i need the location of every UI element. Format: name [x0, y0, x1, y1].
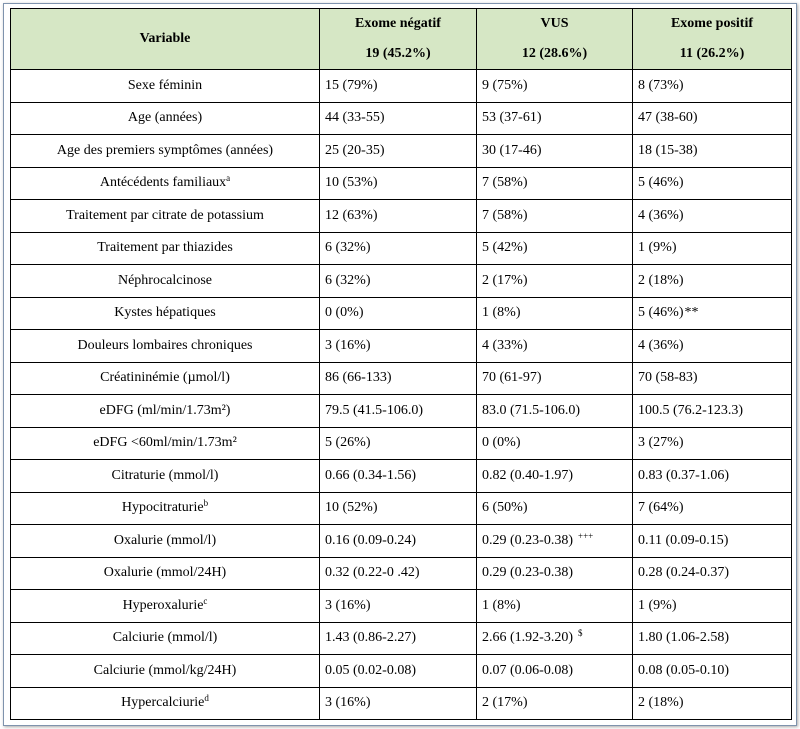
value-negative: 12 (63%) [325, 207, 378, 223]
value-positive-cell [633, 687, 792, 720]
value-positive-cell [633, 135, 792, 168]
value-positive: 4 (36%) [638, 207, 684, 223]
value-vus: 0.29 (0.23-0.38) [482, 565, 573, 581]
value-positive-cell [633, 70, 792, 103]
table-row [11, 460, 792, 493]
value-vus: 70 (61-97) [482, 370, 542, 386]
value-vus: 0.82 (0.40-1.97) [482, 467, 573, 483]
value-positive-cell [633, 102, 792, 135]
value-negative: 15 (79%) [325, 77, 378, 93]
value-vus-cell [477, 460, 633, 493]
value-negative: 6 (32%) [325, 272, 371, 288]
row-label-cell [11, 265, 320, 298]
value-vus-cell [477, 362, 633, 395]
variable-label: Age (années) [127, 110, 203, 126]
table-row [11, 362, 792, 395]
value-positive: 1 (9%) [638, 597, 677, 613]
variable-label: Calciurie (mmol/kg/24H) [93, 662, 237, 678]
row-label-cell [11, 557, 320, 590]
value-negative-cell [320, 460, 477, 493]
header-variable: Variable [11, 9, 320, 70]
value-negative: 6 (32%) [325, 240, 371, 256]
table-row [11, 687, 792, 720]
row-label-cell [11, 102, 320, 135]
value-vus-cell [477, 687, 633, 720]
group-count: 12 (28.6%) [521, 46, 588, 61]
variable-label: Age des premiers symptômes (années) [56, 142, 274, 158]
footnote-marker: a [226, 173, 231, 184]
value-positive-cell [633, 655, 792, 688]
value-positive: 70 (58-83) [638, 370, 698, 386]
value-positive: 0.11 (0.09-0.15) [638, 532, 729, 548]
row-label-cell [11, 427, 320, 460]
significance-marker: +++ [578, 530, 594, 541]
value-positive: 18 (15-38) [638, 142, 698, 158]
value-vus-cell [477, 395, 633, 428]
row-label-cell [11, 330, 320, 363]
value-negative-cell [320, 492, 477, 525]
value-positive: 0.08 (0.05-0.10) [638, 662, 729, 678]
value-vus: 6 (50%) [482, 500, 528, 516]
value-negative-cell [320, 395, 477, 428]
value-vus: 53 (37-61) [482, 110, 542, 126]
variable-label: Kystes hépatiques [114, 305, 216, 321]
variable-label: Douleurs lombaires chroniques [77, 337, 253, 353]
value-negative: 3 (16%) [325, 337, 371, 353]
value-negative: 5 (26%) [325, 435, 371, 451]
value-negative-cell [320, 362, 477, 395]
table-row [11, 395, 792, 428]
table-row [11, 265, 792, 298]
table-row [11, 297, 792, 330]
value-vus-cell [477, 70, 633, 103]
table-body [11, 70, 792, 720]
variable-label: Hypocitraturie [121, 500, 204, 516]
row-label-cell [11, 622, 320, 655]
value-negative: 86 (66-133) [325, 370, 392, 386]
variable-label: Calciurie (mmol/l) [112, 630, 218, 646]
value-negative-cell [320, 687, 477, 720]
table-row [11, 330, 792, 363]
value-vus: 0.29 (0.23-0.38) [482, 532, 573, 548]
value-vus-cell [477, 232, 633, 265]
value-positive-cell [633, 427, 792, 460]
value-vus-cell [477, 622, 633, 655]
table-row [11, 427, 792, 460]
value-negative: 1.43 (0.86-2.27) [325, 630, 416, 646]
group-count: 11 (26.2%) [679, 46, 745, 61]
variable-label: Traitement par thiazides [97, 240, 233, 256]
variable-label: eDFG <60ml/min/1.73m² [93, 435, 237, 451]
table-header [11, 9, 792, 70]
value-positive-cell [633, 492, 792, 525]
value-negative: 25 (20-35) [325, 142, 385, 158]
table-row [11, 135, 792, 168]
value-positive: 5 (46%) [638, 175, 684, 191]
row-label-cell [11, 362, 320, 395]
footnote-marker: b [203, 498, 209, 509]
value-negative-cell [320, 655, 477, 688]
footnote-marker: d [204, 693, 209, 704]
significance-marker: ** [684, 305, 699, 321]
row-label-cell [11, 590, 320, 623]
value-vus: 9 (75%) [482, 77, 528, 93]
variable-label: Hypercalciurie [121, 695, 205, 711]
value-negative-cell [320, 525, 477, 558]
value-positive: 2 (18%) [638, 272, 684, 288]
value-vus: 1 (8%) [482, 597, 521, 613]
row-label-cell [11, 655, 320, 688]
value-vus-cell [477, 135, 633, 168]
value-vus-cell [477, 525, 633, 558]
value-vus-cell [477, 330, 633, 363]
value-positive: 0.28 (0.24-0.37) [638, 565, 729, 581]
value-vus-cell [477, 427, 633, 460]
variable-label: Sexe féminin [127, 77, 203, 93]
value-vus: 1 (8%) [482, 305, 521, 321]
value-negative: 0.66 (0.34-1.56) [325, 467, 416, 483]
header-group-positive [633, 9, 792, 70]
value-negative: 3 (16%) [325, 597, 371, 613]
value-positive-cell [633, 297, 792, 330]
value-vus: 2 (17%) [482, 272, 528, 288]
value-vus: 83.0 (71.5-106.0) [482, 402, 580, 418]
row-label-cell [11, 167, 320, 200]
data-table [10, 8, 792, 720]
value-positive-cell [633, 525, 792, 558]
value-negative-cell [320, 102, 477, 135]
row-label-cell [11, 232, 320, 265]
value-negative-cell [320, 622, 477, 655]
variable-label: Créatininémie (µmol/l) [100, 370, 230, 386]
value-negative: 0.05 (0.02-0.08) [325, 662, 416, 678]
value-negative: 0.16 (0.09-0.24) [325, 532, 416, 548]
value-vus-cell [477, 102, 633, 135]
value-negative-cell [320, 297, 477, 330]
value-vus-cell [477, 200, 633, 233]
variable-label: Oxalurie (mmol/24H) [103, 565, 227, 581]
value-vus-cell [477, 492, 633, 525]
significance-marker: $ [578, 628, 583, 639]
value-vus: 0.07 (0.06-0.08) [482, 662, 573, 678]
value-positive: 8 (73%) [638, 77, 684, 93]
value-positive: 5 (46%) [638, 305, 684, 321]
value-positive-cell [633, 200, 792, 233]
value-positive: 3 (27%) [638, 435, 684, 451]
value-vus-cell [477, 167, 633, 200]
row-label-cell [11, 297, 320, 330]
value-negative: 79.5 (41.5-106.0) [325, 402, 423, 418]
value-positive-cell [633, 265, 792, 298]
row-label-cell [11, 525, 320, 558]
row-label-cell [11, 395, 320, 428]
value-positive: 2 (18%) [638, 695, 684, 711]
value-negative: 0.32 (0.22-0 .42) [325, 565, 420, 581]
value-positive-cell [633, 557, 792, 590]
header-row [11, 9, 792, 70]
row-label-cell [11, 460, 320, 493]
value-positive-cell [633, 395, 792, 428]
variable-label: Néphrocalcinose [117, 272, 213, 288]
value-vus: 2.66 (1.92-3.20) [482, 630, 573, 646]
group-count: 19 (45.2%) [365, 46, 431, 61]
value-negative: 10 (52%) [325, 500, 378, 516]
footnote-marker: c [203, 595, 208, 606]
group-name: VUS [540, 16, 569, 31]
variable-label: Traitement par citrate de potassium [66, 207, 264, 223]
value-vus: 5 (42%) [482, 240, 528, 256]
value-vus: 7 (58%) [482, 207, 528, 223]
row-label-cell [11, 135, 320, 168]
value-vus-cell [477, 590, 633, 623]
value-positive-cell [633, 460, 792, 493]
value-negative-cell [320, 232, 477, 265]
table-row [11, 102, 792, 135]
value-positive-cell [633, 590, 792, 623]
group-name: Exome positif [670, 16, 754, 31]
value-negative-cell [320, 70, 477, 103]
value-vus-cell [477, 557, 633, 590]
value-negative-cell [320, 427, 477, 460]
value-negative: 44 (33-55) [325, 110, 385, 126]
table-row [11, 492, 792, 525]
value-negative-cell [320, 167, 477, 200]
value-positive: 0.83 (0.37-1.06) [638, 467, 729, 483]
value-vus: 4 (33%) [482, 337, 528, 353]
value-positive-cell [633, 232, 792, 265]
table-row [11, 655, 792, 688]
header-group-vus [477, 9, 633, 70]
table-frame [3, 3, 797, 726]
value-negative-cell [320, 200, 477, 233]
value-positive: 47 (38-60) [638, 110, 698, 126]
variable-label: Citraturie (mmol/l) [111, 467, 219, 483]
row-label-cell [11, 200, 320, 233]
variable-label: Hyperoxalurie [122, 597, 204, 613]
value-vus: 30 (17-46) [482, 142, 542, 158]
value-positive-cell [633, 167, 792, 200]
value-negative-cell [320, 590, 477, 623]
table-row [11, 590, 792, 623]
table-row [11, 70, 792, 103]
row-label-cell [11, 70, 320, 103]
value-negative-cell [320, 330, 477, 363]
row-label-cell [11, 492, 320, 525]
value-vus-cell [477, 655, 633, 688]
value-negative-cell [320, 265, 477, 298]
value-vus-cell [477, 297, 633, 330]
value-negative: 10 (53%) [325, 175, 378, 191]
table-row [11, 200, 792, 233]
table-row [11, 167, 792, 200]
row-label-cell [11, 687, 320, 720]
value-vus: 2 (17%) [482, 695, 528, 711]
group-name: Exome négatif [355, 16, 441, 31]
value-negative: 0 (0%) [325, 305, 364, 321]
variable-label: eDFG (ml/min/1.73m²) [99, 402, 231, 418]
value-positive: 1.80 (1.06-2.58) [638, 630, 729, 646]
value-negative: 3 (16%) [325, 695, 371, 711]
value-vus: 0 (0%) [482, 435, 521, 451]
value-positive: 7 (64%) [638, 500, 684, 516]
value-positive: 4 (36%) [638, 337, 684, 353]
header-group-negative [320, 9, 477, 70]
value-positive: 1 (9%) [638, 240, 677, 256]
table-row [11, 622, 792, 655]
value-vus: 7 (58%) [482, 175, 528, 191]
value-negative-cell [320, 135, 477, 168]
value-vus-cell [477, 265, 633, 298]
value-positive-cell [633, 362, 792, 395]
value-negative-cell [320, 557, 477, 590]
value-positive-cell [633, 622, 792, 655]
table-row [11, 232, 792, 265]
variable-label: Antécédents familiaux [99, 175, 227, 191]
value-positive-cell [633, 330, 792, 363]
variable-label: Oxalurie (mmol/l) [113, 532, 217, 548]
table-row [11, 557, 792, 590]
value-positive: 100.5 (76.2-123.3) [638, 402, 743, 418]
table-row [11, 525, 792, 558]
